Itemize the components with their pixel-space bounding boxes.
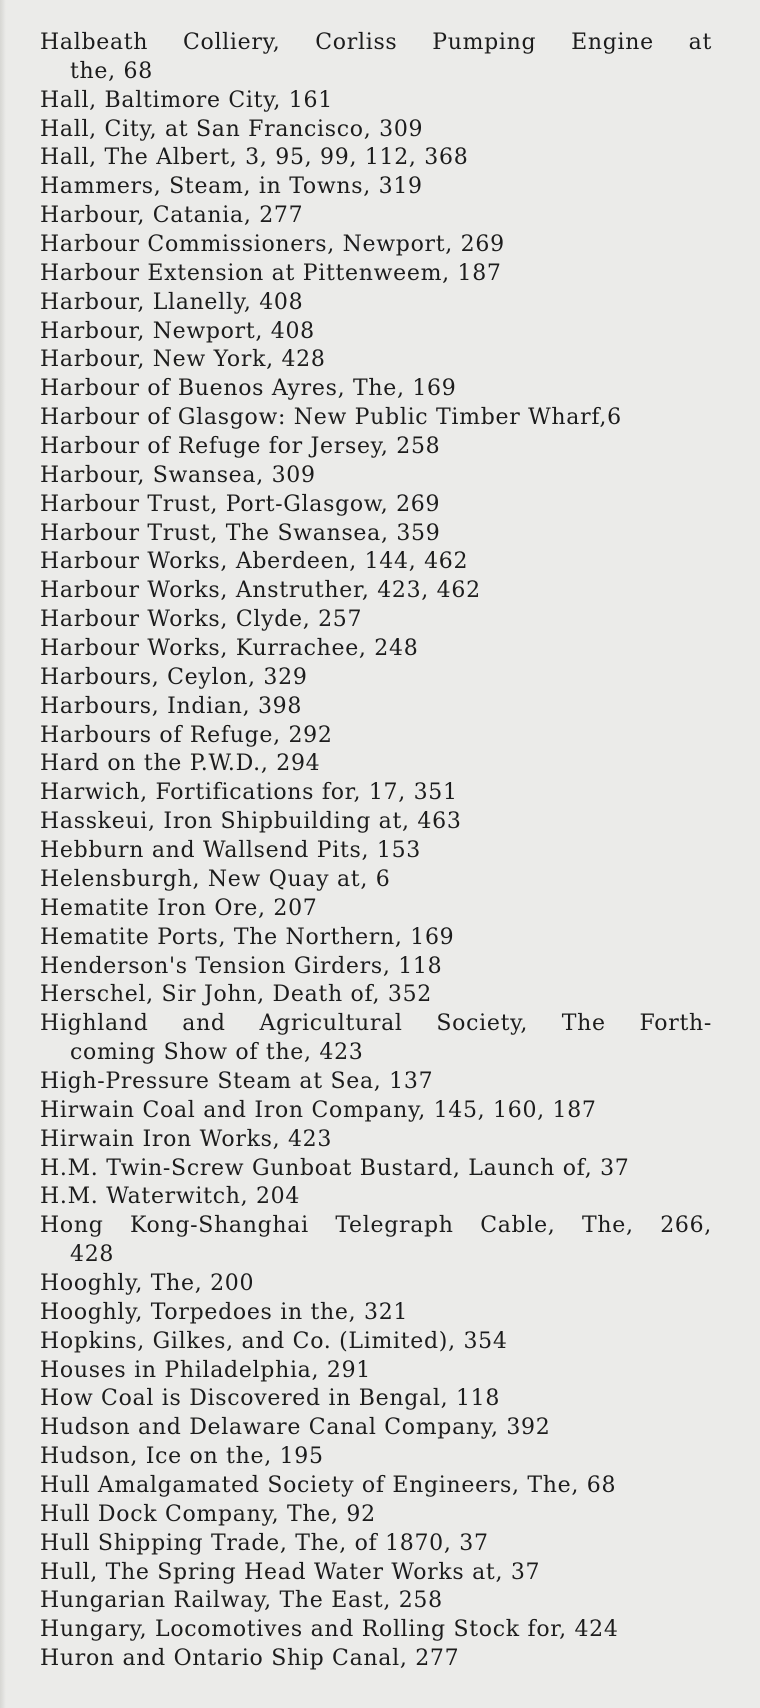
index-entry-text: Hungary, Locomotives and Rolling Stock for, 424 [40, 1617, 619, 1643]
index-entry-text: Hirwain Iron Works, 423 [40, 1126, 333, 1152]
index-entry-text: H.M. Twin-Screw Gunboat Bustard, Launch of, 37 [40, 1155, 630, 1181]
index-entry [40, 1559, 712, 1588]
index-entry-text: Harbour Extension at Pittenweem, 187 [40, 260, 502, 286]
index-entry-continuation: the, 68 [70, 58, 153, 84]
index-entry-text: Huron and Ontario Ship Canal, 277 [40, 1646, 460, 1672]
index-entry-text: Harbour of Glasgow: New Public Timber Wharf,6 [40, 405, 622, 431]
index-entry [40, 1385, 712, 1414]
index-entry-continuation: coming Show of the, 423 [70, 1040, 364, 1066]
index-entry-text: Harbour Works, Kurrachee, 248 [40, 636, 419, 662]
index-entry [40, 548, 712, 577]
index-entry [40, 375, 712, 404]
index-entry-text: Harbour, Catania, 277 [40, 203, 304, 229]
index-entry [40, 1472, 712, 1501]
index-entry [40, 116, 712, 145]
index-entry [40, 664, 712, 693]
index-entry-text: Harbour Trust, Port-Glasgow, 269 [40, 491, 441, 517]
index-entry [40, 1501, 712, 1530]
index-entry-text: Hungarian Railway, The East, 258 [40, 1588, 443, 1614]
index-entry-text: Harbours, Ceylon, 329 [40, 664, 308, 690]
index-entry [40, 404, 712, 433]
index-entry-text: Hall, Baltimore City, 161 [40, 87, 333, 113]
index-entry [40, 1212, 712, 1270]
index-entry-text: Harbour Works, Clyde, 257 [40, 607, 363, 633]
index-entry [40, 289, 712, 318]
index-list [40, 29, 712, 1674]
index-entry [40, 866, 712, 895]
index-entry-text: Harbour of Refuge for Jersey, 258 [40, 434, 441, 460]
index-entry-text: Harbour Works, Anstruther, 423, 462 [40, 578, 481, 604]
index-entry-text: Hematite Ports, The Northern, 169 [40, 924, 455, 950]
index-entry [40, 1587, 712, 1616]
index-entry [40, 1155, 712, 1184]
index-entry-text: Hirwain Coal and Iron Company, 145, 160, 187 [40, 1097, 597, 1123]
index-entry [40, 173, 712, 202]
index-entry [40, 1530, 712, 1559]
index-entry-text: Hudson and Delaware Canal Company, 392 [40, 1415, 551, 1441]
index-entry [40, 491, 712, 520]
index-entry [40, 606, 712, 635]
index-entry [40, 260, 712, 289]
index-entry [40, 87, 712, 116]
index-entry [40, 895, 712, 924]
index-entry [40, 1645, 712, 1674]
index-entry-text: Hooghly, Torpedoes in the, 321 [40, 1299, 409, 1325]
index-entry-text: Hall, City, at San Francisco, 309 [40, 116, 424, 142]
index-entry-text: Hasskeui, Iron Shipbuilding at, 463 [40, 809, 462, 835]
index-entry [40, 1443, 712, 1472]
index-entry [40, 1299, 712, 1328]
index-entry-text: Hall, The Albert, 3, 95, 99, 112, 368 [40, 145, 469, 171]
index-entry [40, 808, 712, 837]
index-entry [40, 1010, 712, 1068]
index-entry [40, 1068, 712, 1097]
index-entry-text: Hopkins, Gilkes, and Co. (Limited), 354 [40, 1328, 508, 1354]
index-entry [40, 1328, 712, 1357]
index-entry-text: Harbour, Newport, 408 [40, 318, 315, 344]
index-entry [40, 144, 712, 173]
index-entry-text: How Coal is Discovered in Bengal, 118 [40, 1386, 501, 1412]
index-entry [40, 779, 712, 808]
index-entry-text: Houses in Philadelphia, 291 [40, 1357, 371, 1383]
index-entry-text: Hematite Iron Ore, 207 [40, 895, 318, 921]
index-entry [40, 1183, 712, 1212]
index-entry-text: Harbour Commissioners, Newport, 269 [40, 232, 505, 258]
index-entry-continuation: 428 [70, 1242, 115, 1268]
index-entry-text: Harbour, Swansea, 309 [40, 462, 316, 488]
index-entry-text: Hong Kong-Shanghai Telegraph Cable, The, 266, [40, 1213, 712, 1239]
index-entry [40, 462, 712, 491]
index-entry [40, 1126, 712, 1155]
index-entry [40, 231, 712, 260]
index-entry [40, 837, 712, 866]
index-entry [40, 1357, 712, 1386]
index-entry [40, 1270, 712, 1299]
index-entry [40, 520, 712, 549]
index-entry-text: Halbeath Colliery, Corliss Pumping Engine at [40, 30, 712, 55]
index-entry-text: Hull Amalgamated Society of Engineers, The, 68 [40, 1472, 617, 1498]
index-entry [40, 346, 712, 375]
index-entry-text: Highland and Agricultural Society, The Forth- [40, 1011, 712, 1037]
index-entry [40, 577, 712, 606]
index-entry-text: Herschel, Sir John, Death of, 352 [40, 982, 433, 1008]
index-entry [40, 202, 712, 231]
index-entry-text: Harbours of Refuge, 292 [40, 722, 333, 748]
index-entry-text: Harbours, Indian, 398 [40, 693, 303, 719]
index-entry [40, 750, 712, 779]
index-entry-text: Harbour, Llanelly, 408 [40, 289, 304, 315]
index-entry [40, 1616, 712, 1645]
index-entry-text: Hard on the P.W.D., 294 [40, 751, 321, 777]
index-entry-text: Hooghly, The, 200 [40, 1270, 255, 1296]
index-entry [40, 981, 712, 1010]
index-entry-text: Henderson's Tension Girders, 118 [40, 953, 443, 979]
index-entry [40, 924, 712, 953]
index-entry [40, 1414, 712, 1443]
index-entry-text: Harbour Trust, The Swansea, 359 [40, 520, 441, 546]
index-entry-text: High-Pressure Steam at Sea, 137 [40, 1068, 434, 1094]
index-entry-text: Helensburgh, New Quay at, 6 [40, 866, 391, 892]
index-entry [40, 318, 712, 347]
index-entry [40, 1097, 712, 1126]
index-entry [40, 953, 712, 982]
index-entry [40, 635, 712, 664]
index-entry-text: Hull, The Spring Head Water Works at, 37 [40, 1559, 541, 1585]
index-entry-text: Harbour, New York, 428 [40, 347, 326, 373]
index-entry-text: Harwich, Fortifications for, 17, 351 [40, 780, 458, 806]
index-entry [40, 722, 712, 751]
index-entry-text: Hammers, Steam, in Towns, 319 [40, 174, 423, 200]
index-entry [40, 29, 712, 87]
index-entry-text: Hull Dock Company, The, 92 [40, 1501, 376, 1527]
index-entry [40, 693, 712, 722]
index-entry [40, 433, 712, 462]
index-entry-text: H.M. Waterwitch, 204 [40, 1184, 301, 1210]
index-entry-text: Harbour of Buenos Ayres, The, 169 [40, 376, 457, 402]
index-entry-text: Harbour Works, Aberdeen, 144, 462 [40, 549, 469, 575]
index-entry-text: Hebburn and Wallsend Pits, 153 [40, 838, 421, 864]
page-binding-edge [0, 0, 6, 1708]
index-entry-text: Hudson, Ice on the, 195 [40, 1444, 324, 1470]
index-entry-text: Hull Shipping Trade, The, of 1870, 37 [40, 1530, 489, 1556]
